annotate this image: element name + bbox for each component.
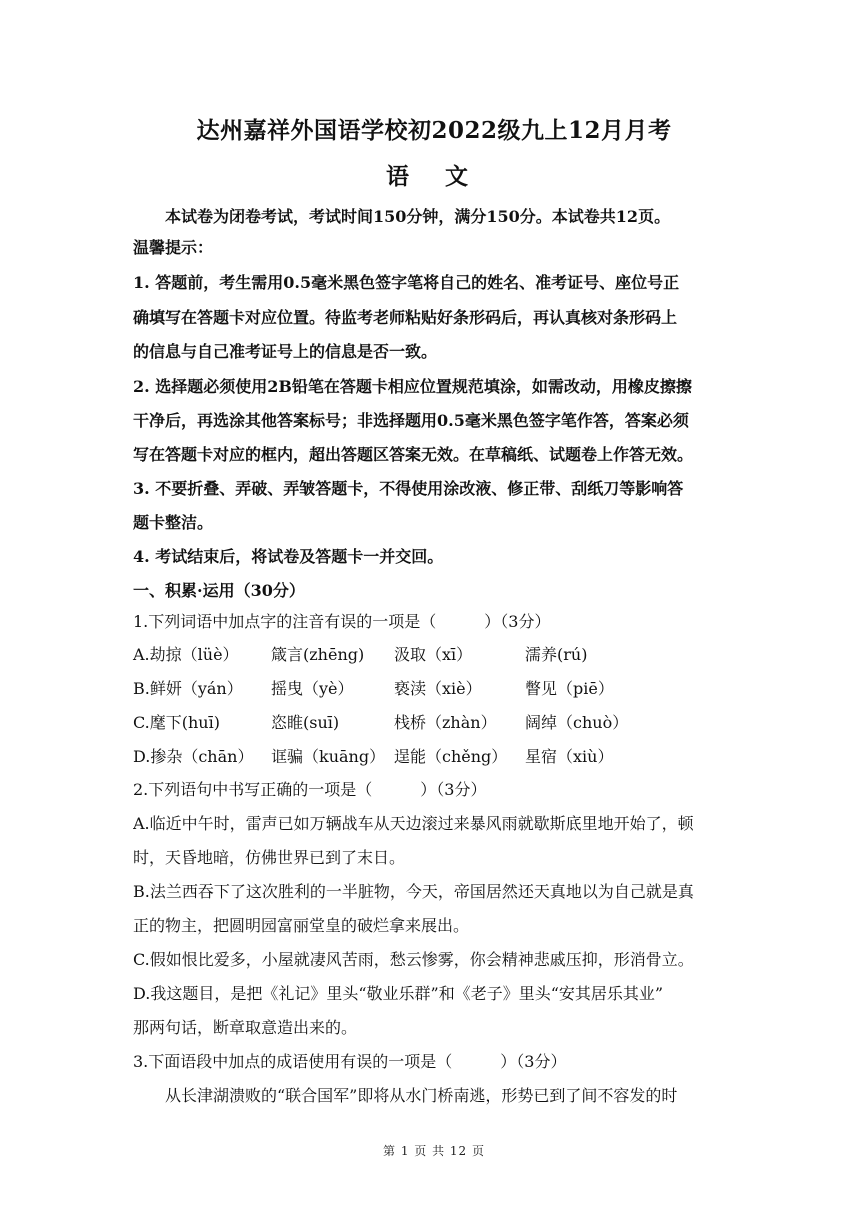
subject-title: 语 文	[385, 163, 482, 190]
notice-line: 确填写在答题卡对应位置。待监考老师粘贴好条形码后，再认真核对条形码上	[133, 308, 678, 327]
option-c-word: 恣睢(suī)	[271, 713, 340, 732]
option-a-word: 汲取（xī）	[394, 645, 473, 664]
option-c-word: C.麾下(huī)	[133, 713, 220, 732]
question-2-option-line: 正的物主，把圆明园富丽堂皇的破烂拿来展出。	[133, 916, 470, 935]
notice-line: 写在答题卡对应的框内，超出答题区答案无效。在草稿纸、试题卷上作答无效。	[133, 445, 694, 464]
question-2-option-line: A.临近中午时，雷声已如万辆战车从天边滚过来暴风雨就歇斯底里地开始了，顿	[133, 814, 694, 833]
question-2-stem: 2.下列语句中书写正确的一项是（ ）（3分）	[133, 780, 487, 799]
notice-line: 1. 答题前，考生需用0.5毫米黑色签字笔将自己的姓名、准考证号、座位号正	[133, 273, 680, 292]
notice-line: 干净后，再选涂其他答案标号；非选择题用0.5毫米黑色签字笔作答，答案必须	[133, 411, 689, 430]
option-a-word: A.劫掠（lüè）	[133, 645, 239, 664]
option-b-word: 亵渎（xiè）	[394, 679, 482, 698]
notice-line: 题卡整洁。	[133, 513, 214, 532]
option-d-word: 逞能（chěng）	[394, 747, 508, 766]
option-a-word: 濡养(rú)	[525, 645, 588, 664]
question-2-option-line: 时，天昏地暗，仿佛世界已到了末日。	[133, 848, 406, 867]
notice-line: 的信息与自己准考证号上的信息是否一致。	[133, 342, 438, 361]
notice-line: 3. 不要折叠、弄破、弄皱答题卡，不得使用涂改液、修正带、刮纸刀等影响答	[133, 479, 684, 498]
option-d-word: D.掺杂（chān）	[133, 747, 254, 766]
option-c-word: 阔绰（chuò）	[525, 713, 629, 732]
question-2-option-line: C.假如恨比爱多，小屋就凄风苦雨，愁云惨雾，你会精神悲戚压抑，形消骨立。	[133, 950, 694, 969]
question-1-stem: 1.下列词语中加点字的注音有误的一项是（ ）（3分）	[133, 612, 551, 631]
exam-intro: 本试卷为闭卷考试，考试时间150分钟，满分150分。本试卷共12页。	[165, 207, 671, 226]
question-2-option-line: B.法兰西吞下了这次胜利的一半脏物，今天，帝国居然还天真地以为自己就是真	[133, 882, 694, 901]
question-3-passage-line: 从长津湖溃败的“联合国军”即将从水门桥南逃，形势已到了间不容发的时	[165, 1086, 678, 1105]
option-d-word: 诓骗（kuāng）	[271, 747, 386, 766]
question-2-option-line: D.我这题目，是把《礼记》里头“敬业乐群”和《老子》里头“安其居乐其业”	[133, 984, 664, 1003]
option-a-word: 箴言(zhēng)	[271, 645, 365, 664]
option-b-word: 摇曳（yè）	[271, 679, 354, 698]
option-c-word: 栈桥（zhàn）	[394, 713, 497, 732]
option-b-word: B.鲜妍（yán）	[133, 679, 243, 698]
exam-title: 达州嘉祥外国语学校初2022级九上12月月考	[196, 117, 672, 144]
section-heading: 一、积累·运用（30分）	[133, 581, 305, 600]
page-footer: 第 1 页 共 12 页	[383, 1144, 485, 1158]
question-3-stem: 3.下面语段中加点的成语使用有误的一项是（ ）（3分）	[133, 1052, 567, 1071]
notice-line: 2. 选择题必须使用2B铅笔在答题卡相应位置规范填涂，如需改动，用橡皮擦擦	[133, 377, 692, 396]
tips-label: 温馨提示：	[133, 238, 214, 257]
notice-line: 4. 考试结束后，将试卷及答题卡一并交回。	[133, 547, 444, 566]
option-b-word: 瞥见（piē）	[525, 679, 614, 698]
question-2-option-line: 那两句话，断章取意造出来的。	[133, 1018, 358, 1037]
option-d-word: 星宿（xiù）	[525, 747, 614, 766]
